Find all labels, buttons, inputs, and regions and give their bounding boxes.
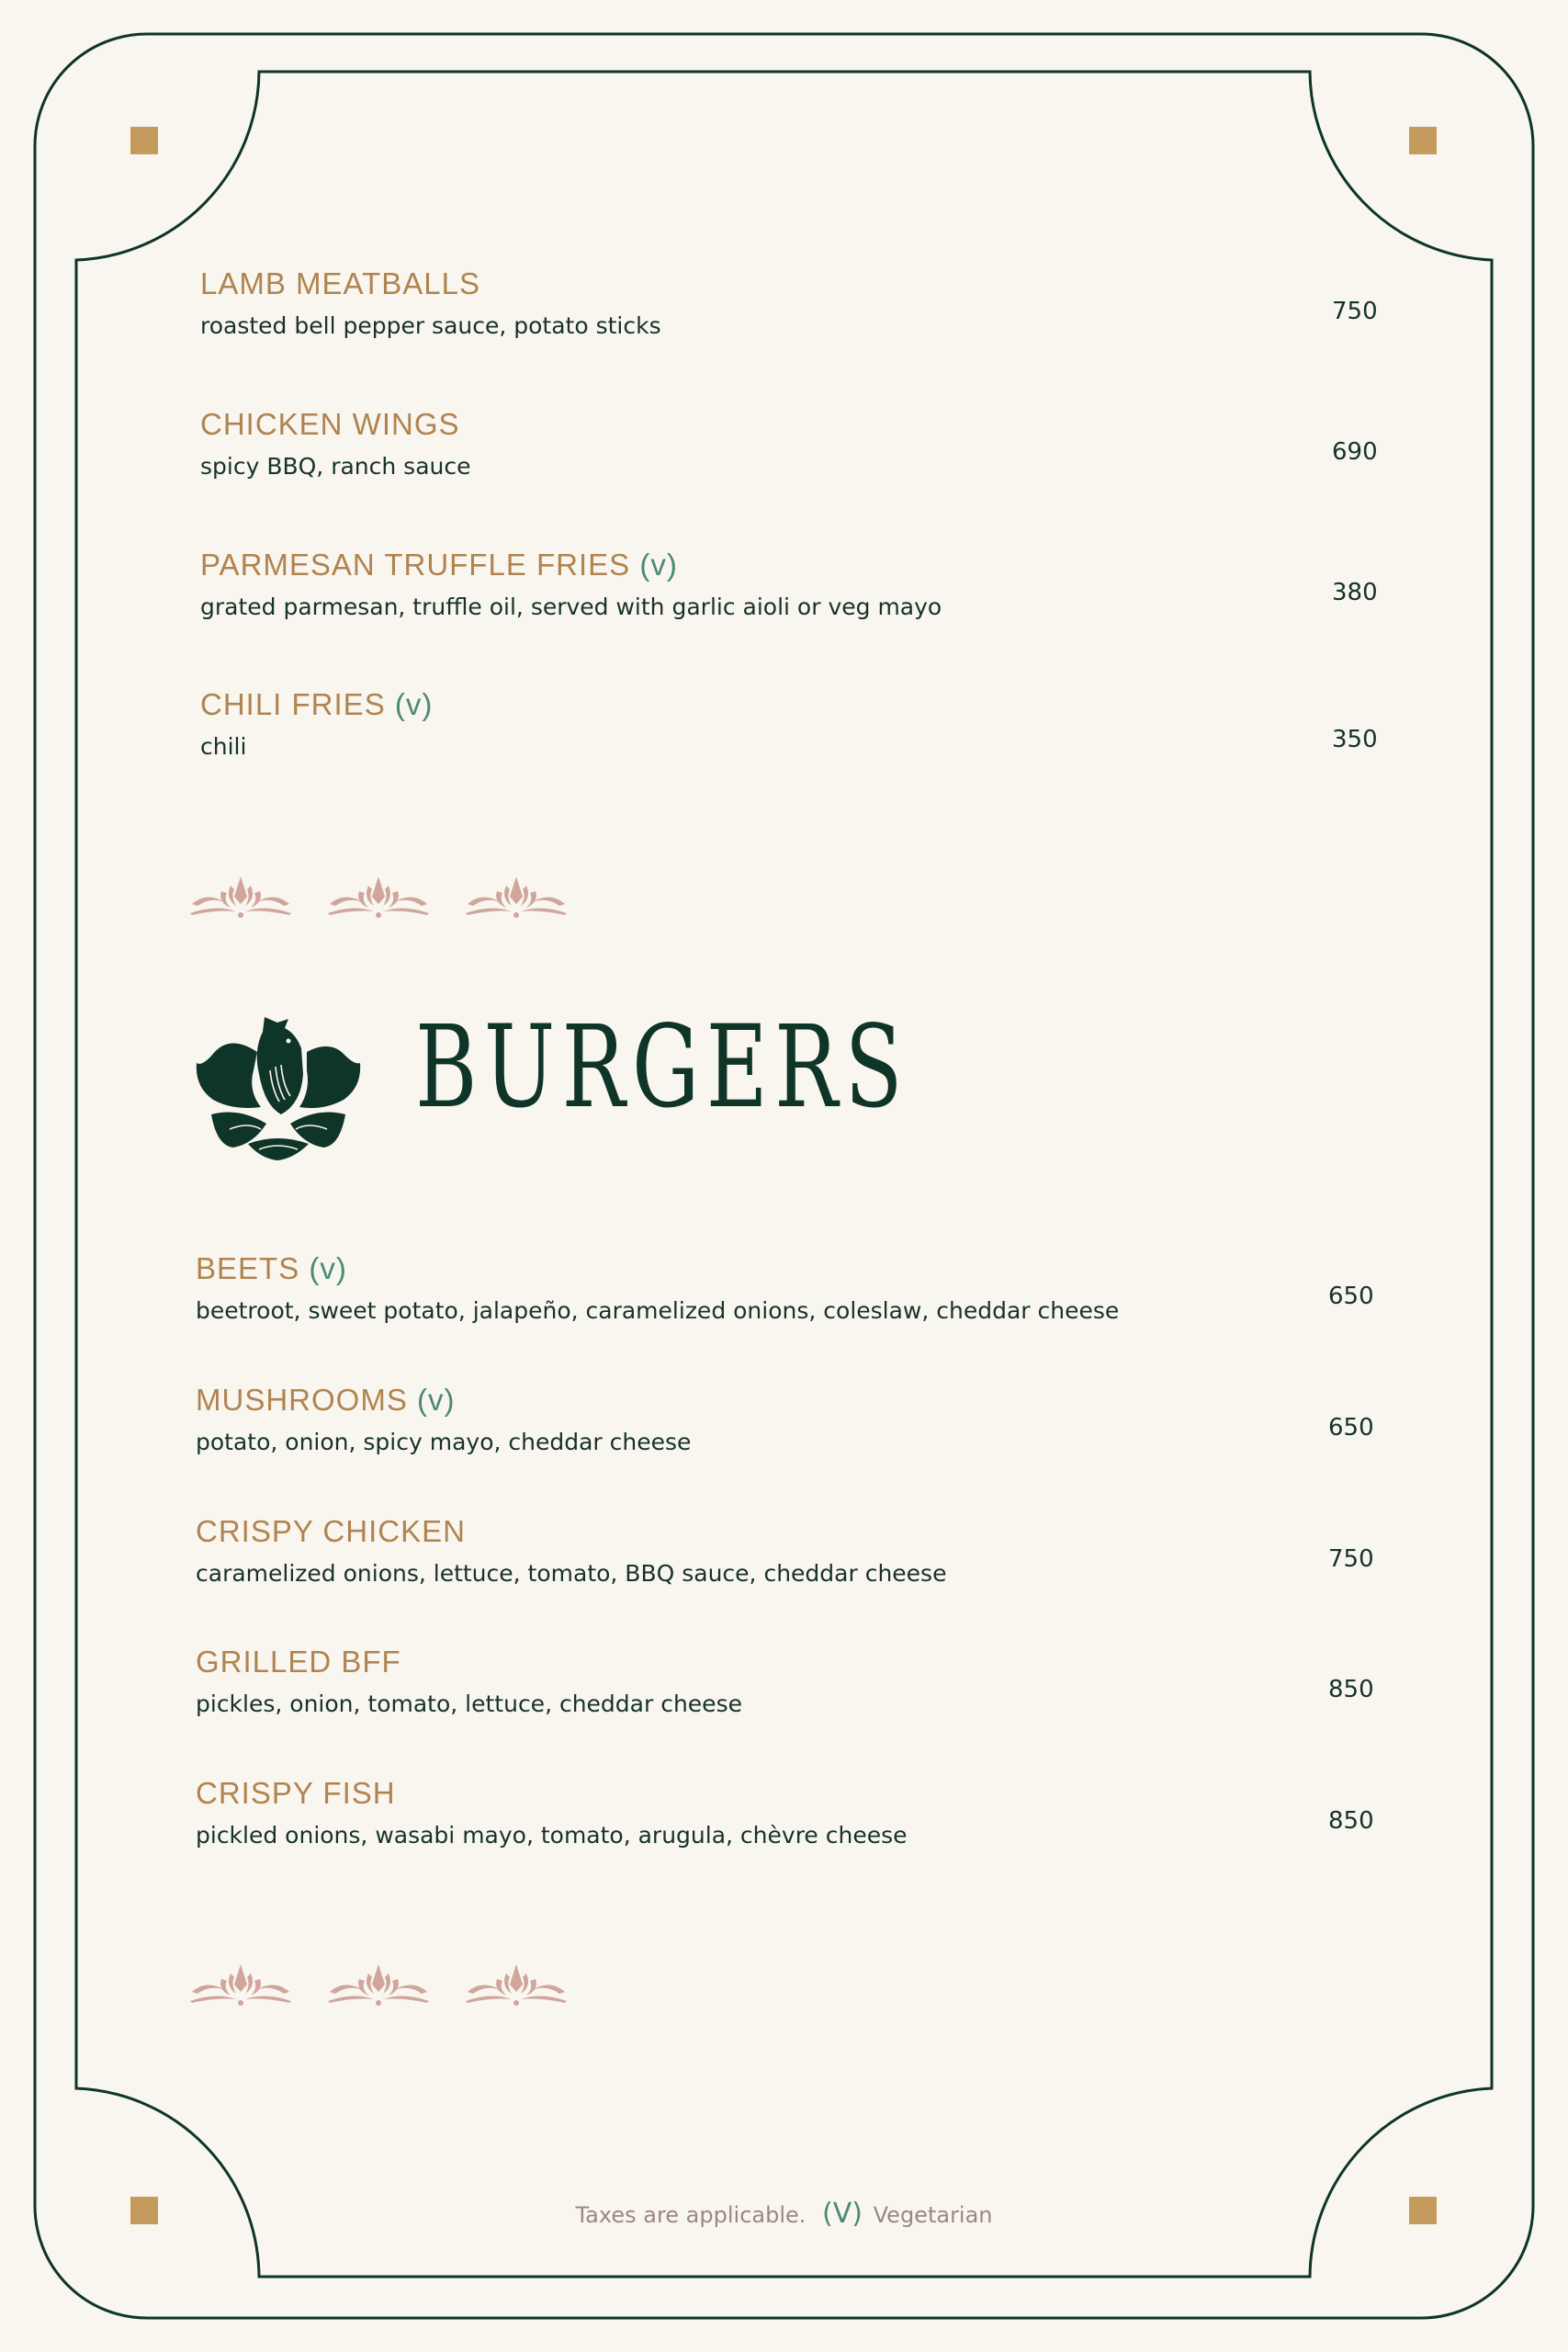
item-description: caramelized onions, lettuce, tomato, BBQ sauce, cheddar cheese bbox=[196, 1560, 947, 1587]
lotus-ornament-icon bbox=[326, 871, 432, 926]
veg-legend: Vegetarian bbox=[873, 2202, 993, 2228]
item-description: pickled onions, wasabi mayo, tomato, arugula, chèvre cheese bbox=[196, 1822, 908, 1849]
item-price: 850 bbox=[1328, 1807, 1374, 1835]
item-name: MUSHROOMS (v) bbox=[196, 1383, 456, 1417]
item-name: GRILLED BFF bbox=[196, 1645, 401, 1679]
menu-item-crispy-chicken bbox=[0, 1514, 1568, 1615]
lotus-ornament-icon bbox=[326, 1959, 432, 2014]
menu-item-beets bbox=[0, 1251, 1568, 1352]
footer-note bbox=[0, 2198, 1568, 2230]
section-title: BURGERS bbox=[415, 1001, 909, 1134]
corner-square-top-right bbox=[1409, 127, 1437, 154]
item-price: 750 bbox=[1332, 298, 1378, 325]
veg-symbol: (V) bbox=[822, 2198, 863, 2230]
panther-logo-icon bbox=[193, 1015, 363, 1162]
item-name: CRISPY FISH bbox=[196, 1776, 396, 1810]
menu-item-crispy-fish bbox=[0, 1776, 1568, 1877]
item-description: beetroot, sweet potato, jalapeño, caramelized onions, coleslaw, cheddar cheese bbox=[196, 1297, 1120, 1324]
menu-item-parmesan-truffle-fries bbox=[0, 548, 1568, 649]
item-name: CHILI FRIES (v) bbox=[200, 687, 434, 721]
item-description: potato, onion, spicy mayo, cheddar cheese bbox=[196, 1429, 692, 1455]
lotus-ornament-icon bbox=[464, 871, 570, 926]
item-description: grated parmesan, truffle oil, served with garlic aioli or veg mayo bbox=[200, 594, 942, 620]
inner-border bbox=[76, 72, 1492, 2277]
item-description: roasted bell pepper sauce, potato sticks bbox=[200, 312, 661, 339]
item-description: spicy BBQ, ranch sauce bbox=[200, 453, 471, 480]
item-price: 650 bbox=[1328, 1283, 1374, 1310]
item-name: CHICKEN WINGS bbox=[200, 407, 460, 441]
veg-marker: (v) bbox=[394, 687, 434, 721]
taxes-note: Taxes are applicable. bbox=[575, 2202, 807, 2228]
item-price: 750 bbox=[1328, 1545, 1374, 1573]
corner-square-top-left bbox=[130, 127, 158, 154]
item-name: BEETS (v) bbox=[196, 1251, 347, 1285]
item-name: LAMB MEATBALLS bbox=[200, 266, 480, 300]
ornament-divider bbox=[188, 1959, 574, 2014]
ornament-divider bbox=[188, 871, 574, 926]
menu-item-chicken-wings bbox=[0, 407, 1568, 508]
menu-item-lamb-meatballs bbox=[0, 266, 1568, 368]
veg-marker: (v) bbox=[417, 1383, 456, 1417]
menu-item-chili-fries bbox=[0, 687, 1568, 788]
veg-marker: (v) bbox=[309, 1251, 347, 1285]
lotus-ornament-icon bbox=[188, 871, 294, 926]
item-description: pickles, onion, tomato, lettuce, cheddar cheese bbox=[196, 1690, 742, 1717]
item-name: CRISPY CHICKEN bbox=[196, 1514, 466, 1548]
item-description: chili bbox=[200, 733, 247, 760]
menu-item-mushrooms bbox=[0, 1383, 1568, 1484]
item-price: 350 bbox=[1332, 726, 1378, 753]
item-price: 850 bbox=[1328, 1676, 1374, 1703]
item-price: 650 bbox=[1328, 1414, 1374, 1442]
lotus-ornament-icon bbox=[188, 1959, 294, 2014]
veg-marker: (v) bbox=[639, 548, 678, 582]
item-price: 380 bbox=[1332, 579, 1378, 606]
menu-item-grilled-bff bbox=[0, 1645, 1568, 1746]
item-name: PARMESAN TRUFFLE FRIES (v) bbox=[200, 548, 678, 582]
item-price: 690 bbox=[1332, 438, 1378, 466]
lotus-ornament-icon bbox=[464, 1959, 570, 2014]
